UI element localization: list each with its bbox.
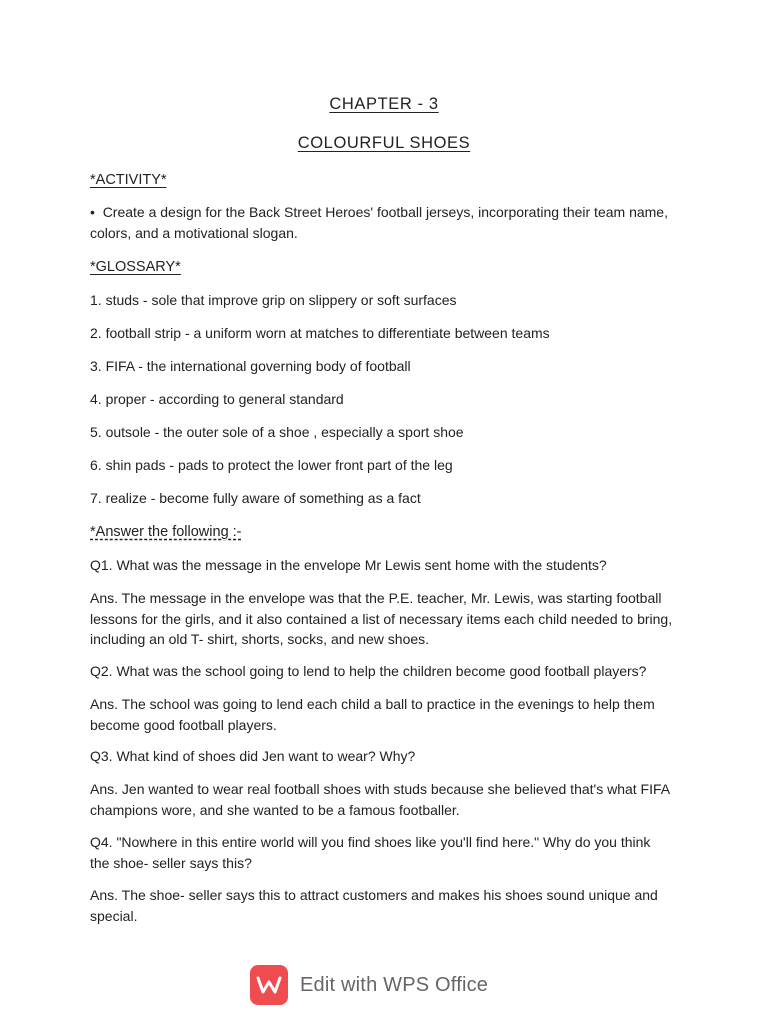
question-3: Q3. What kind of shoes did Jen want to wear? Why? — [90, 748, 416, 764]
activity-heading: *ACTIVITY* — [90, 172, 167, 188]
glossary-item: 1. studs - sole that improve grip on slippery or soft surfaces — [90, 292, 457, 308]
question-4: Q4. "Nowhere in this entire world will you find shoes like you'll find here." Why do you think the shoe- seller says this? — [90, 834, 651, 871]
glossary-item: 4. proper - according to general standard — [90, 391, 344, 407]
answer-3: Ans. Jen wanted to wear real football shoes with studs because she believed that's what FIFA champions wore, and she wanted to be a famous footballer. — [90, 781, 670, 818]
wps-footer[interactable] — [250, 964, 488, 1006]
answer-1: Ans. The message in the envelope was that the P.E. teacher, Mr. Lewis, was starting football lessons for the girls, and it also contained a list of necessary items each child needed to bring, including an old T- shirt, shorts, socks, and new shoes. — [90, 590, 673, 647]
glossary-item: 2. football strip - a uniform worn at matches to differentiate between teams — [90, 325, 550, 341]
bullet: • — [90, 204, 95, 220]
wps-edit-label: Edit with WPS Office — [300, 973, 489, 996]
glossary-item: 6. shin pads - pads to protect the lower front part of the leg — [90, 457, 453, 473]
wps-logo-icon — [250, 965, 288, 1005]
activity-text: Create a design for the Back Street Heroes' football jerseys, incorporating their team name, colors, and a motivational slogan. — [90, 204, 668, 241]
glossary-item: 5. outsole - the outer sole of a shoe , especially a sport shoe — [90, 424, 464, 440]
activity-item — [90, 202, 690, 243]
chapter-heading: CHAPTER - 3 — [329, 95, 439, 113]
chapter-title: COLOURFUL SHOES — [297, 134, 471, 152]
wps-w-glyph — [256, 975, 282, 995]
answer-2: Ans. The school was going to lend each child a ball to practice in the evenings to help them become good football players. — [90, 696, 655, 733]
question-1: Q1. What was the message in the envelope Mr Lewis sent home with the students? — [90, 557, 607, 573]
glossary-item: 7. realize - become fully aware of something as a fact — [90, 490, 421, 506]
question-2: Q2. What was the school going to lend to help the children become good football players? — [90, 663, 647, 679]
answers-heading: *Answer the following :- — [90, 524, 242, 540]
glossary-item: 3. FIFA - the international governing body of football — [90, 358, 411, 374]
answer-4: Ans. The shoe- seller says this to attract customers and makes his shoes sound unique and special. — [90, 887, 658, 924]
glossary-heading: *GLOSSARY* — [90, 259, 181, 275]
